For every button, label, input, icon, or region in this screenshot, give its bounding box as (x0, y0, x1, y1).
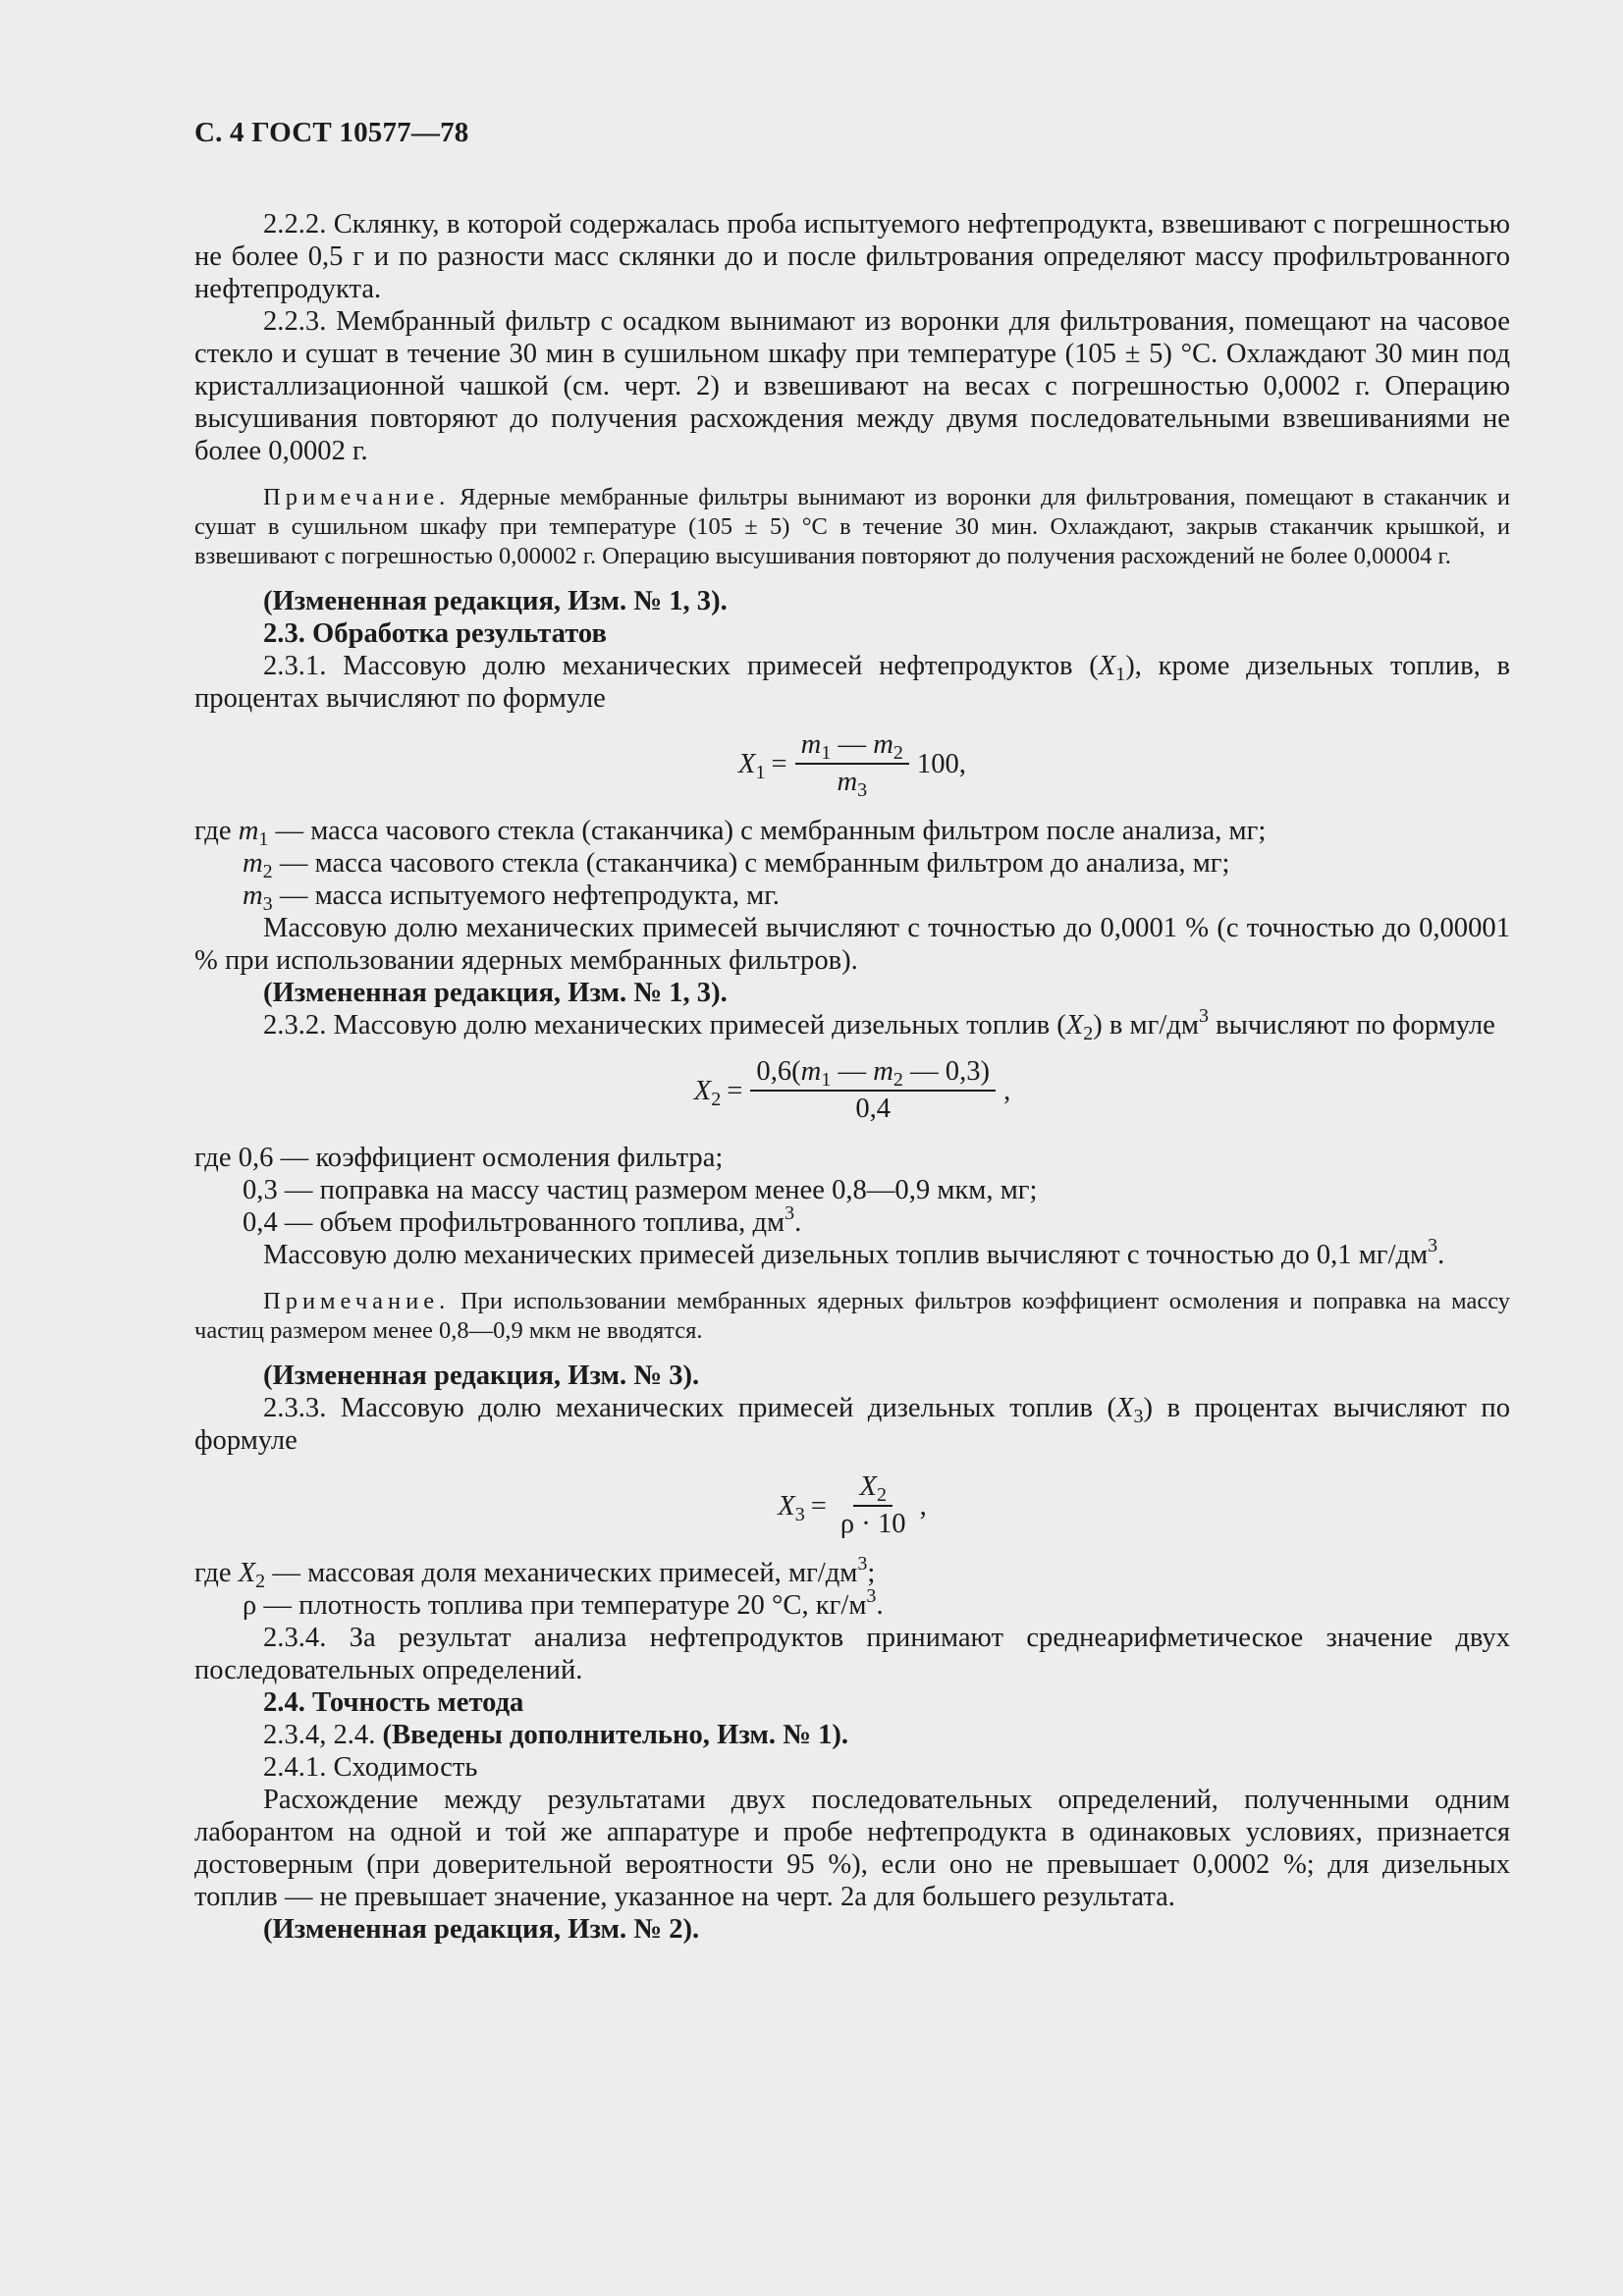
note-1-lead: Примечание. (263, 484, 451, 510)
formula-x2-lhs-var: X (693, 1075, 712, 1106)
where-1-item-2-sub: 2 (262, 861, 273, 882)
amendment-3: (Измененная редакция, Изм. № 3). (263, 1361, 700, 1391)
section-heading-2-4: 2.4. Точность метода (263, 1687, 524, 1718)
paragraph-2-3-3-text-b: ) в процентах вычисляют по формуле (194, 1393, 1510, 1456)
where-3-item-1-var: X (238, 1558, 256, 1588)
note-1-text: Ядерные мембранные фильтры вынимают из воронки для фильтрования, помещают в стаканчик и сушат в сушильном шкафу при температуре (105 ± 5) °С в течение 30 мин. Охлаждают, закрыв стаканчик крышкой, и взвешивают с погрешностью 0,00002 г. Операцию высушивания повторяют до получения расхождений не более 0,00004 г. (194, 484, 1510, 569)
where-1-item-3 (194, 880, 1510, 915)
formula-x3-lhs-sub: 3 (794, 1503, 805, 1525)
paragraph-2-3-4-2-4 (194, 1719, 1510, 1751)
formula-x1-den-sub: 3 (857, 779, 868, 801)
where-3-item-1-sub: 2 (255, 1571, 266, 1592)
paragraph-accuracy-2-sup: 3 (1428, 1235, 1438, 1256)
where-2-item-1-prefix: где (194, 1143, 239, 1173)
formula-x1-numerator (795, 730, 909, 765)
paragraph-2-3-3-text-a: 2.3.3. Массовую долю механических примесей дизельных топлив ( (263, 1393, 1116, 1423)
where-3-item-2-text: ρ — плотность топлива при температуре 20 °С, кг/м (243, 1590, 867, 1621)
formula-x1-num-m2-sub: 2 (893, 742, 903, 764)
amendment-1: (Измененная редакция, Изм. № 1, 3). (263, 586, 728, 616)
note-2 (194, 1287, 1510, 1346)
where-2-item-3-after: . (794, 1207, 802, 1238)
formula-x2-num-m1: m (800, 1056, 822, 1087)
where-1-item-1-var: m (238, 816, 259, 846)
paragraph-2-2-3: 2.2.3. Мембранный фильтр с осадком вынимают из воронки для фильтрования, помещают на часовое стекло и сушат в течение 30 мин в сушильном шкафу при температуре (105 ± 5) °С. Охлаждают 30 мин под кристаллизационной чашкой (см. черт. 2) и взвешивают на весах с погрешностью 0,0002 г. Операцию высушивания повторяют до получения расхождения между двумя последовательными взвешиваниями не более 0,0002 г. (194, 306, 1510, 466)
where-3-item-1 (194, 1553, 1510, 1592)
paragraph-2-3-2-text-a: 2.3.2. Массовую долю механических примесей дизельных топлив ( (263, 1010, 1066, 1041)
paragraph-2-3-3-sub: 3 (1133, 1406, 1144, 1427)
where-3-item-2-after: . (876, 1590, 884, 1621)
where-1-item-3-text: — масса испытуемого нефтепродукта, мг. (272, 881, 780, 911)
formula-x1-tail: 100, (916, 748, 966, 779)
paragraph-2-3-1-text-a: 2.3.1. Массовую долю механических примесей нефтепродуктов ( (263, 651, 1099, 681)
formula-x1-lhs-var: X (738, 748, 756, 779)
where-2-item-1 (194, 1142, 1510, 1174)
where-1-item-3-var: m (243, 881, 263, 911)
note-2-text: При использовании мембранных ядерных фильтров коэффициент осмоления и поправка на массу частиц размером менее 0,8—0,9 мкм не вводятся. (194, 1288, 1510, 1344)
where-1-item-2-var: m (243, 848, 263, 879)
paragraph-2-3-3-var: X (1116, 1393, 1134, 1423)
where-1-item-2 (194, 847, 1510, 880)
paragraph-accuracy-1: Массовую долю механических примесей вычисляют с точностью до 0,0001 % (с точностью до 0,00001 % при использовании ядерных мембранных фильтров). (194, 913, 1510, 976)
paragraph-2-3-2-text-c: вычисляют по формуле (1208, 1010, 1495, 1041)
where-2-item-3-text: 0,4 — объем профильтрованного топлива, дм (243, 1207, 785, 1238)
formula-x2-fraction (750, 1057, 996, 1124)
formula-x1-den-m3: m (837, 767, 858, 797)
formula-x1-num-m1-sub: 1 (821, 742, 832, 764)
formula-x1-lhs (738, 748, 766, 783)
formula-x3-num-sub: 2 (876, 1484, 887, 1506)
where-3-item-1-sup: 3 (857, 1553, 868, 1575)
paragraph-2-3-1 (194, 650, 1510, 715)
where-list-1 (194, 815, 1510, 915)
paragraph-2-4-1: 2.4.1. Сходимость (263, 1752, 478, 1783)
paragraph-2-2-2: 2.2.2. Склянку, в которой содержалась проба испытуемого нефтепродукта, взвешивают с погрешностью не более 0,5 г и по разности масс склянки до и после фильтрования определяют массу профильтрованного нефтепродукта. (194, 209, 1510, 304)
where-1-item-1-prefix: где (194, 816, 239, 846)
formula-x2 (194, 1057, 1510, 1124)
formula-x1 (194, 729, 1510, 801)
formula-x1-denominator (831, 765, 873, 801)
paragraph-2-3-3 (194, 1392, 1510, 1457)
formula-x3-equals: = (810, 1490, 827, 1522)
paragraph-2-3-1-var: X (1098, 651, 1116, 681)
paragraph-2-3-2-sup: 3 (1198, 1005, 1209, 1027)
paragraph-2-3-1-text-b: ), кроме дизельных топлив, в процентах вычисляют по формуле (194, 651, 1510, 714)
note-2-lead: Примечание. (263, 1288, 451, 1314)
formula-x3-num-var: X (859, 1471, 877, 1502)
page-header: С. 4 ГОСТ 10577—78 (194, 117, 469, 148)
paragraph-2-3-4: 2.3.4. За результат анализа нефтепродуктов принимают среднеарифметическое значение двух последовательных определений. (194, 1623, 1510, 1685)
formula-x2-equals: = (727, 1075, 743, 1106)
where-list-3 (194, 1553, 1510, 1622)
where-2-item-2: 0,3 — поправка на массу частиц размером менее 0,8—0,9 мкм, мг; (243, 1175, 1038, 1205)
formula-x1-num-m2: m (873, 729, 893, 760)
formula-x2-numerator (750, 1057, 996, 1092)
where-1-item-3-sub: 3 (262, 893, 273, 915)
where-1-item-1 (194, 815, 1510, 850)
section-heading-2-3: 2.3. Обработка результатов (263, 618, 607, 649)
where-1-item-1-sub: 1 (258, 828, 269, 850)
where-1-item-1-text: — масса часового стекла (стаканчика) с мембранным фильтром после анализа, мг; (268, 816, 1267, 846)
formula-x1-num-op: — (831, 729, 874, 760)
formula-x1-num-m1: m (800, 729, 822, 760)
formula-x2-num-tail: — 0,3) (902, 1056, 991, 1087)
paragraph-accuracy-2-text: Массовую долю механических примесей дизельных топлив вычисляют с точностью до 0,1 мг/дм (263, 1240, 1429, 1270)
formula-x2-num-m2-sub: 2 (893, 1069, 903, 1091)
paragraph-2-3-4-2-4-added: (Введены дополнительно, Изм. № 1). (382, 1720, 849, 1750)
formula-x3-tail: , (919, 1490, 927, 1522)
where-3-item-1-prefix: где (194, 1558, 239, 1588)
formula-x2-lhs-sub: 2 (711, 1088, 722, 1110)
where-2-item-3 (194, 1202, 1510, 1239)
formula-x1-fraction (795, 729, 909, 801)
where-3-item-1-text: — массовая доля механических примесей, мг/дм (265, 1558, 858, 1588)
formula-x1-equals: = (771, 748, 787, 779)
paragraph-2-3-2 (194, 1005, 1510, 1044)
formula-x2-denominator: 0,4 (855, 1094, 892, 1124)
paragraph-2-3-2-text-b: ) в мг/дм (1093, 1010, 1199, 1041)
formula-x3-denominator: ρ · 10 (839, 1509, 906, 1539)
formula-x2-tail: , (1003, 1075, 1011, 1106)
where-list-2 (194, 1142, 1510, 1239)
note-1 (194, 483, 1510, 571)
formula-x2-lhs (693, 1075, 722, 1110)
where-1-item-2-text: — масса часового стекла (стаканчика) с мембранным фильтром до анализа, мг; (272, 848, 1230, 879)
where-3-item-2 (194, 1585, 1510, 1622)
formula-x1-lhs-sub: 1 (755, 761, 766, 783)
formula-x3-numerator (853, 1472, 892, 1507)
amendment-2: (Измененная редакция, Изм. № 1, 3). (263, 978, 728, 1008)
formula-x2-num-m2: m (873, 1056, 893, 1087)
formula-x2-num-op: — (831, 1056, 874, 1087)
formula-x3-fraction (835, 1472, 912, 1539)
where-3-item-1-after: ; (867, 1558, 876, 1588)
formula-x3-lhs-var: X (778, 1490, 795, 1522)
formula-x2-num-coef: 0,6( (756, 1056, 801, 1087)
amendment-4: (Измененная редакция, Изм. № 2). (263, 1914, 700, 1945)
paragraph-2-3-4-2-4-refs: 2.3.4, 2.4. (263, 1720, 383, 1750)
formula-x3-lhs (778, 1490, 805, 1525)
paragraph-accuracy-2-end: . (1437, 1240, 1445, 1270)
paragraph-2-3-1-sub: 1 (1115, 664, 1126, 685)
where-2-item-3-sup: 3 (784, 1202, 795, 1224)
paragraph-accuracy-2 (194, 1235, 1510, 1271)
paragraph-2-3-2-sub: 2 (1083, 1023, 1094, 1044)
paragraph-2-3-2-var: X (1065, 1010, 1084, 1041)
formula-x2-num-m1-sub: 1 (821, 1069, 832, 1091)
where-3-item-2-sup: 3 (866, 1585, 877, 1607)
where-2-item-1-text: 0,6 — коэффициент осмоления фильтра; (238, 1143, 724, 1173)
page-content (194, 116, 1510, 1946)
paragraph-convergence: Расхождение между результатами двух последовательных определений, полученными одним лаборантом на одной и той же аппаратуре и пробе нефтепродукта в одинаковых условиях, признается достоверным (при доверительной вероятности 95 %), если оно не превышает 0,0002 %; для дизельных топлив — не превышает значение, указанное на черт. 2а для большего результата. (194, 1785, 1510, 1912)
formula-x3 (194, 1472, 1510, 1539)
